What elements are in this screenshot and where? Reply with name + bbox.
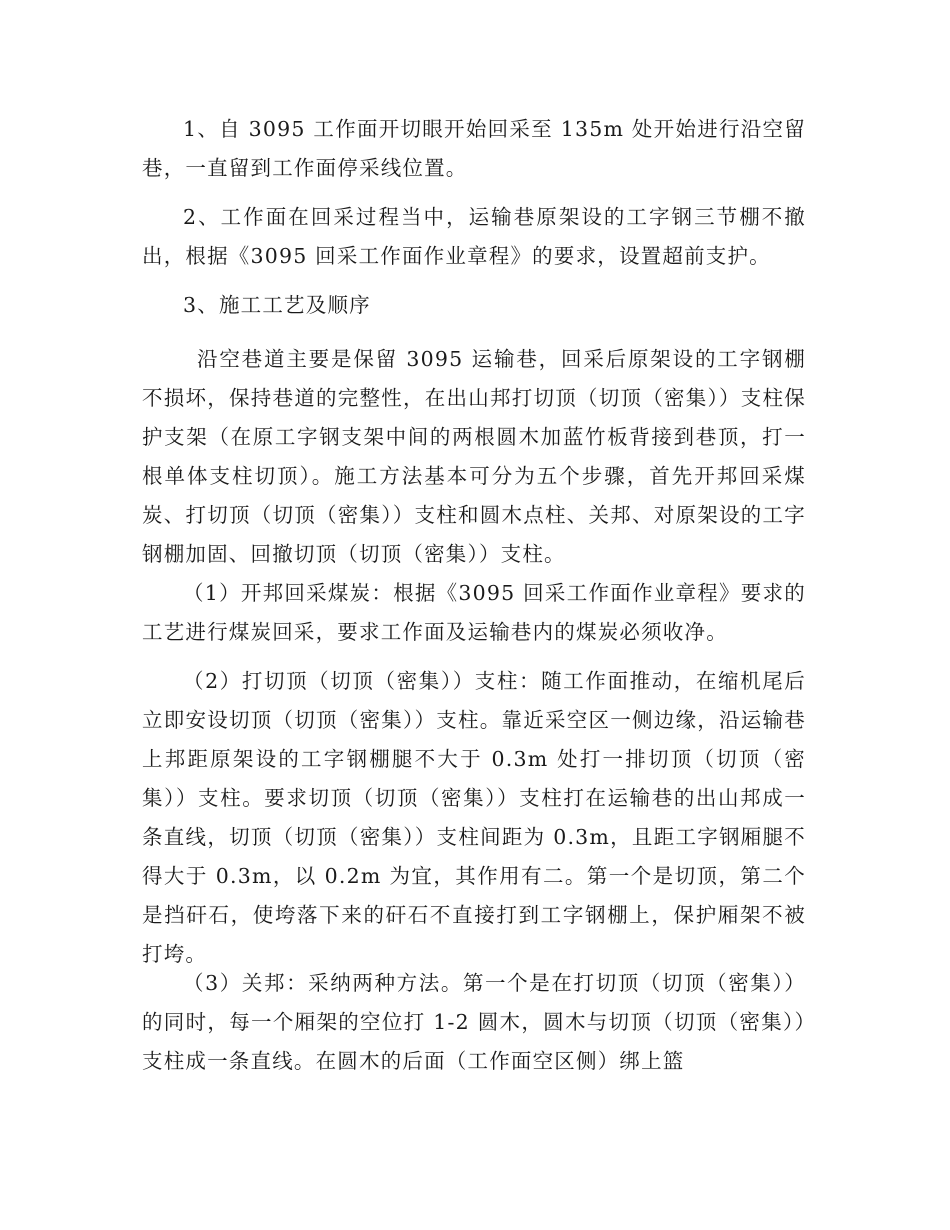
paragraph-overview: 沿空巷道主要是保留 3095 运输巷，回采后原架设的工字钢棚不损坏，保持巷道的完整性，在出山邦打切顶（切顶（密集））支柱保护支架（在原工字钢支架中间的两根圆木加蓝竹板背接到巷顶，打一根单体支柱切顶）。施工方法基本可分为五个步骤，首先开邦回采煤炭、打切顶（切顶（密集））支柱和圆木点柱、关邦、对原架设的工字钢棚加固、回撤切顶（切顶（密集））支柱。 xyxy=(142,347,806,566)
paragraph-step-1: （1）开邦回采煤炭：根据《3095 回采工作面作业章程》要求的工艺进行煤炭回采，要求工作面及运输巷内的煤炭必须收净。 xyxy=(142,581,806,644)
paragraph-2: 2、工作面在回采过程当中，运输巷原架设的工字钢三节棚不撤出，根据《3095 回采工作面作业章程》的要求，设置超前支护。 xyxy=(142,205,806,268)
section-heading-3: 3、施工工艺及顺序 xyxy=(183,293,371,317)
paragraph-step-2: （2）打切顶（切顶（密集））支柱：随工作面推动，在缩机尾后立即安设切顶（切顶（密集））支柱。靠近采空区一侧边缘，沿运输巷上邦距原架设的工字钢棚腿不大于 0.3m 处打一排切顶（切顶（密集））支柱。要求切顶（切顶（密集））支柱打在运输巷的出山邦成一条直线，切顶（切顶（密集））支柱间距为 0.3m，且距工字钢厢腿不得大于 0.3m，以 0.2m 为宜，其作用有二。第一个是切顶，第二个是挡矸石，使垮落下来的矸石不直接打到工字钢棚上，保护厢架不被打垮。 xyxy=(142,669,806,966)
paragraph-1: 1、自 3095 工作面开切眼开始回采至 135m 处开始进行沿空留巷，一直留到工作面停采线位置。 xyxy=(142,117,806,180)
paragraph-step-3: （3）关邦：采纳两种方法。第一个是在打切顶（切顶（密集））的同时，每一个厢架的空位打 1-2 圆木，圆木与切顶（切顶（密集））支柱成一条直线。在圆木的后面（工作面空区侧）绑上篮 xyxy=(142,971,806,1073)
